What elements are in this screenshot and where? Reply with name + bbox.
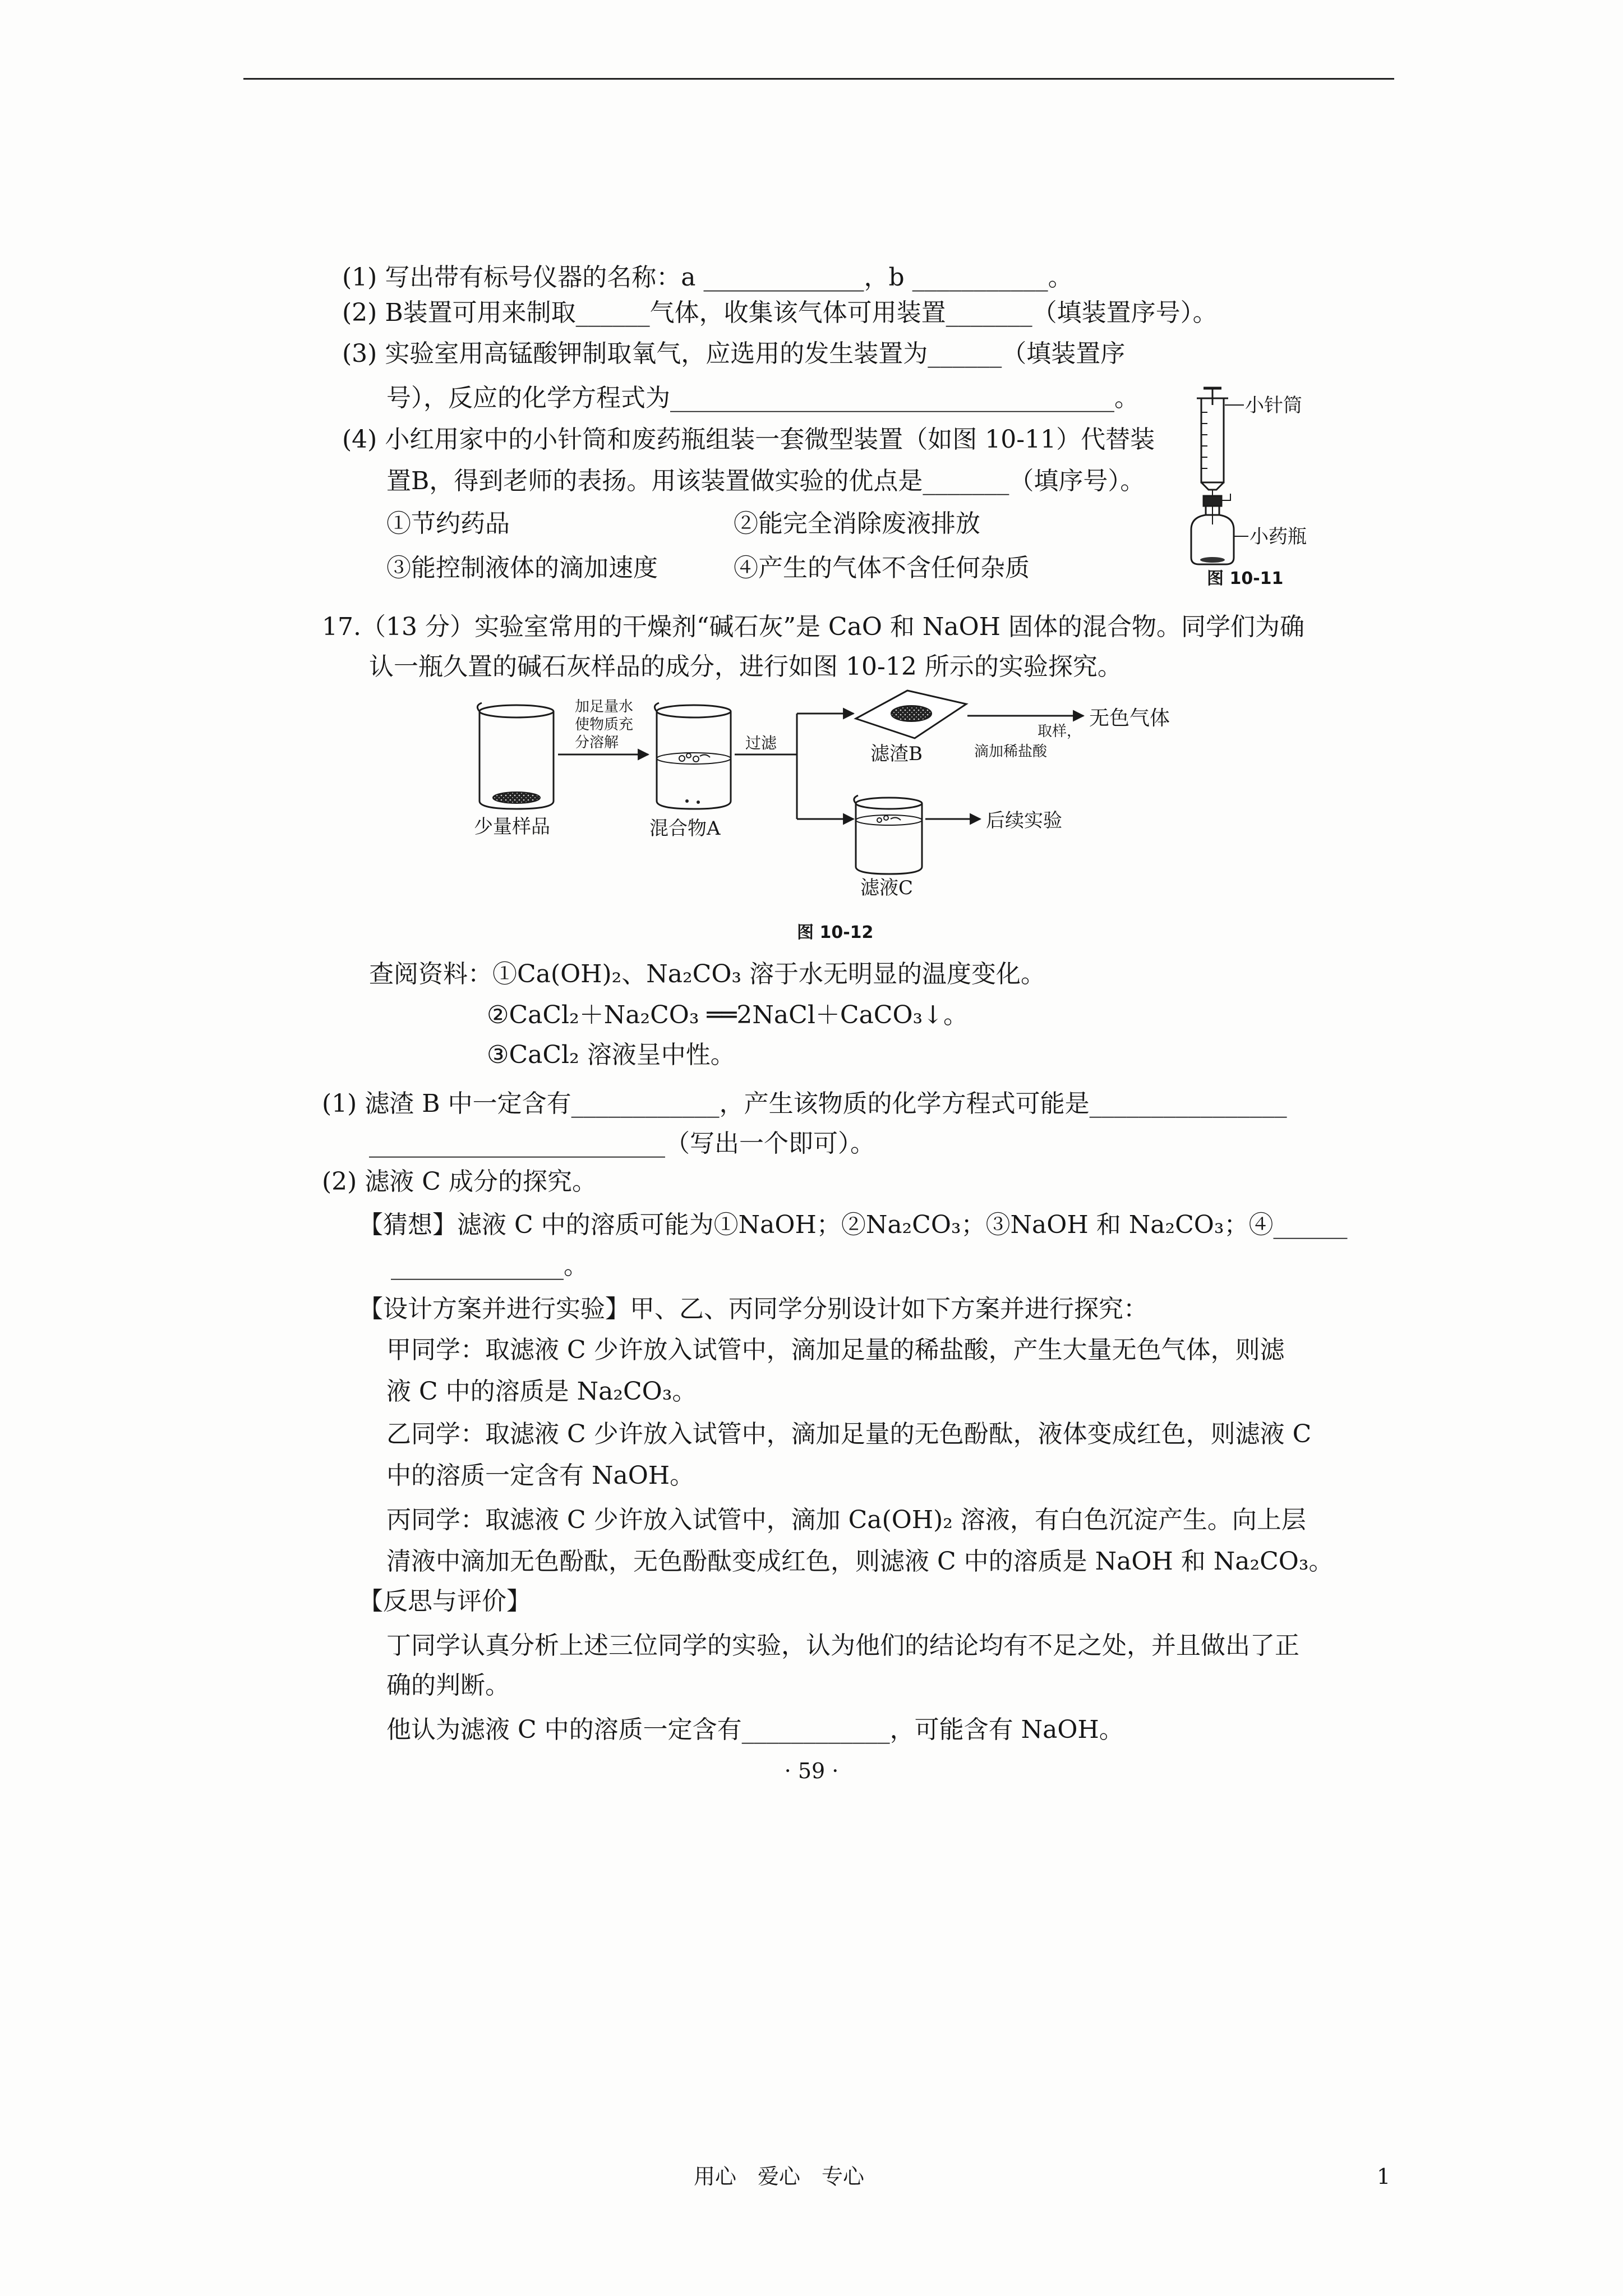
beaker-filtrate-c [854, 795, 922, 874]
student-yi-line2: 中的溶质一定含有 NaOH。 [386, 1461, 695, 1490]
dissolve-step-2: 使物质充 [575, 716, 634, 733]
q16-part3-line2: 号），反应的化学方程式为____________________________________。 [386, 384, 1139, 412]
q16-option-1: ①节约药品 [386, 509, 510, 538]
figure-10-12-flowchart [460, 673, 1189, 903]
beaker-mixture-a [654, 703, 731, 809]
design-title: 【设计方案并进行实验】甲、乙、丙同学分别设计如下方案并进行探究： [358, 1295, 1148, 1323]
book-page-number: · 59 · [784, 1759, 839, 1783]
next-experiment-label: 后续实验 [986, 809, 1062, 832]
reflection-title: 【反思与评价】 [358, 1587, 531, 1616]
header-rule [243, 78, 1394, 80]
student-ding-line1: 丁同学认真分析上述三位同学的实验，认为他们的结论均有不足之处，并且做出了正 [386, 1631, 1299, 1660]
residue-label: 滤渣B [870, 743, 923, 765]
student-yi-line1: 乙同学：取滤液 C 少许放入试管中，滴加足量的无色酚酞，液体变成红色，则滤液 C [386, 1420, 1312, 1448]
reference-2: ②CaCl₂＋Na₂CO₃ ══2NaCl＋CaCO₃↓。 [487, 1001, 969, 1029]
figure-10-12-caption: 图 10-12 [797, 923, 874, 942]
q16-part4-line1: (4) 小红用家中的小针筒和废药瓶组装一套微型装置（如图 10-11）代替装 [342, 425, 1155, 454]
student-ding-line2: 确的判断。 [386, 1671, 510, 1700]
reference-1: 查阅资料：①Ca(OH)₂、Na₂CO₃ 溶于水无明显的温度变化。 [369, 960, 1046, 988]
q16-part3-line1: (3) 实验室用高锰酸钾制取氧气，应选用的发生装置为______（填装置序 [342, 339, 1126, 368]
guess-line1: 【猜想】滤液 C 中的溶质可能为①NaOH；②Na₂CO₃；③NaOH 和 Na₂CO₃；④______ [358, 1211, 1348, 1239]
q17-part1-line2: ________________________（写出一个即可）。 [369, 1129, 875, 1158]
medicine-bottle [1191, 494, 1234, 564]
q16-option-3: ③能控制液体的滴加速度 [386, 554, 658, 582]
acid-step-1: 取样， [1038, 723, 1082, 740]
footer-motto: 用心 爱心 专心 [694, 2164, 865, 2189]
student-bing-line2: 清液中滴加无色酚酞，无色酚酞变成红色，则滤液 C 中的溶质是 NaOH 和 Na₂CO₃。 [386, 1547, 1334, 1576]
dissolve-step-3: 分溶解 [575, 734, 619, 751]
q17-part1-line1: (1) 滤渣 B 中一定含有____________，产生该物质的化学方程式可能是________________ [322, 1089, 1287, 1118]
filtrate-label: 滤液C [860, 877, 914, 899]
q16-part4-line2: 置B，得到老师的表扬。用该装置做实验的优点是_______（填序号）。 [386, 467, 1145, 495]
q16-option-4: ④产生的气体不含任何杂质 [734, 554, 1030, 582]
q16-option-2: ②能完全消除废液排放 [734, 509, 980, 538]
gas-label: 无色气体 [1089, 707, 1170, 730]
q16-part2: (2) B装置可用来制取______气体，收集该气体可用装置_______（填装置序号）。 [342, 298, 1218, 327]
sample-label: 少量样品 [474, 816, 550, 838]
student-bing-line1: 丙同学：取滤液 C 少许放入试管中，滴加 Ca(OH)₂ 溶液，有白色沉淀产生。向上层 [386, 1506, 1306, 1534]
student-jia-line1: 甲同学：取滤液 C 少许放入试管中，滴加足量的稀盐酸，产生大量无色气体，则滤 [386, 1336, 1285, 1364]
student-ding-line3: 他认为滤液 C 中的溶质一定含有____________，可能含有 NaOH。 [386, 1715, 1124, 1744]
footer-page-number: 1 [1377, 2164, 1391, 2189]
acid-step-2: 滴加稀盐酸 [974, 743, 1048, 760]
mixture-label: 混合物A [649, 817, 721, 840]
figure-10-11-caption: 图 10-11 [1207, 569, 1284, 588]
guess-line2: ______________。 [391, 1251, 588, 1280]
reference-3: ③CaCl₂ 溶液呈中性。 [487, 1041, 735, 1069]
dissolve-step-1: 加足量水 [575, 698, 634, 715]
q17-part2-title: (2) 滤液 C 成分的探究。 [322, 1167, 597, 1196]
figure-10-11-apparatus [1178, 381, 1324, 567]
residue-b [891, 706, 932, 721]
q16-part1: (1) 写出带有标号仪器的名称：a _____________，b ___________。 [342, 263, 1073, 292]
solid-sample [493, 792, 540, 803]
bottle-label: 小药瓶 [1249, 526, 1307, 548]
filter-step-label: 过滤 [745, 734, 777, 752]
q17-stem-line2: 认一瓶久置的碱石灰样品的成分，进行如图 10-12 所示的实验探究。 [369, 652, 1122, 681]
syringe-label: 小针筒 [1245, 394, 1302, 417]
student-jia-line2: 液 C 中的溶质是 Na₂CO₃。 [386, 1377, 697, 1406]
q17-stem-line1: 17.（13 分）实验室常用的干燥剂“碱石灰”是 CaO 和 NaOH 固体的混合物。同学们为确 [322, 613, 1305, 641]
